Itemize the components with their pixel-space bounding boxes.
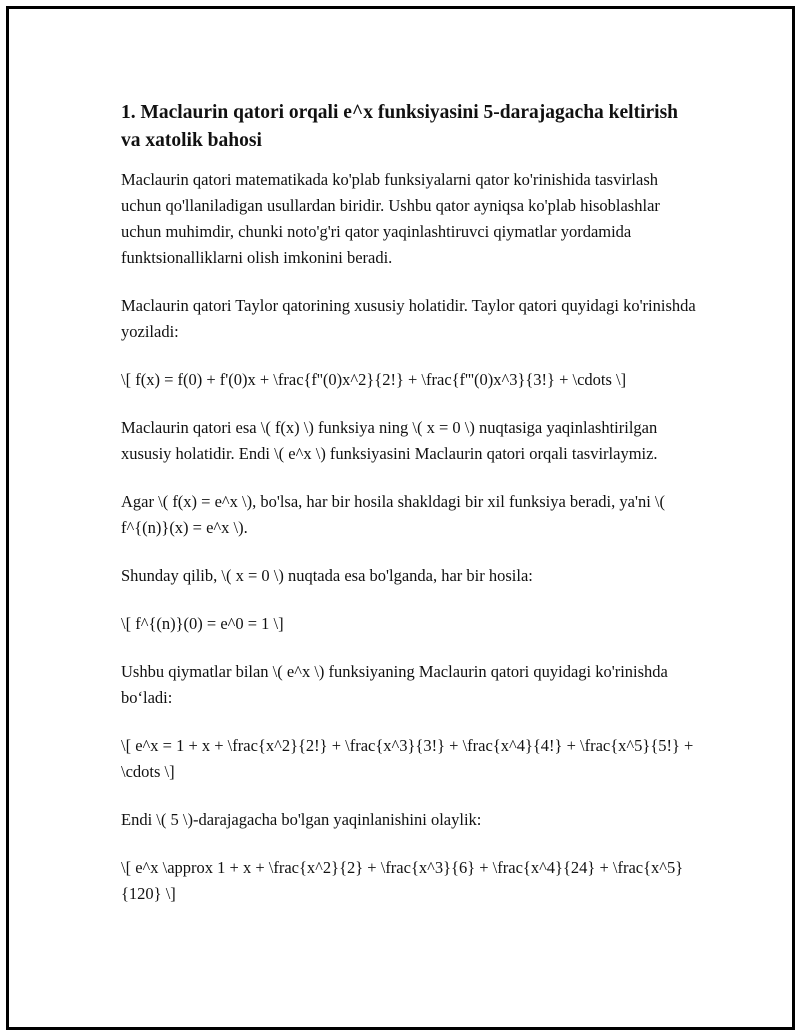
intro-paragraph: Maclaurin qatori matematikada ko'plab funksiyalarni qator ko'rinishida tasvirlash uchun qo'llaniladigan usullardan biridir. Ushbu qator ayniqsa ko'plab hisoblashlar uchun muhimdir, chunki noto'g'ri qator yaqinlashtiruvci qiymatlar yordamida funktsionalliklarni olish imkonini beradi.	[121, 170, 660, 267]
series-intro-paragraph: Ushbu qiymatlar bilan \( e^x \) funksiyaning Maclaurin qatori quyidagi ko'rinishda bo‘ladi:	[121, 662, 668, 707]
section-title: 1. Maclaurin qatori orqali e^x funksiyasini 5-darajagacha keltirish va xatolik bahosi	[121, 102, 678, 151]
derivative-paragraph: Agar \( f(x) = e^x \), bo'lsa, har bir hosila shakldagi bir xil funksiya beradi, ya'ni \( f^{(n)}(x) = e^x \).	[121, 492, 665, 537]
series-formula: \[ e^x = 1 + x + \frac{x^2}{2!} + \frac{x^3}{3!} + \frac{x^4}{4!} + \frac{x^5}{5!} + \cdots \]	[121, 736, 694, 781]
approximation-formula: \[ e^x \approx 1 + x + \frac{x^2}{2} + \frac{x^3}{6} + \frac{x^4}{24} + \frac{x^5}{120} \]	[121, 858, 684, 903]
approximation-intro-paragraph: Endi \( 5 \)-darajagacha bo'lgan yaqinlanishini olaylik:	[121, 810, 482, 829]
document-page	[6, 6, 795, 1030]
document-content	[121, 99, 696, 929]
taylor-intro-paragraph: Maclaurin qatori Taylor qatorining xususiy holatidir. Taylor qatori quyidagi ko'rinishda yoziladi:	[121, 296, 696, 341]
evaluation-paragraph: Shunday qilib, \( x = 0 \) nuqtada esa bo'lganda, har bir hosila:	[121, 566, 533, 585]
derivative-formula: \[ f^{(n)}(0) = e^0 = 1 \]	[121, 614, 284, 633]
taylor-formula: \[ f(x) = f(0) + f'(0)x + \frac{f''(0)x^2}{2!} + \frac{f'''(0)x^3}{3!} + \cdots \]	[121, 370, 627, 389]
maclaurin-definition-paragraph: Maclaurin qatori esa \( f(x) \) funksiya ning \( x = 0 \) nuqtasiga yaqinlashtirilgan xususiy holatidir. Endi \( e^x \) funksiyasini Maclaurin qatori orqali tasvirlaymiz.	[121, 418, 658, 463]
